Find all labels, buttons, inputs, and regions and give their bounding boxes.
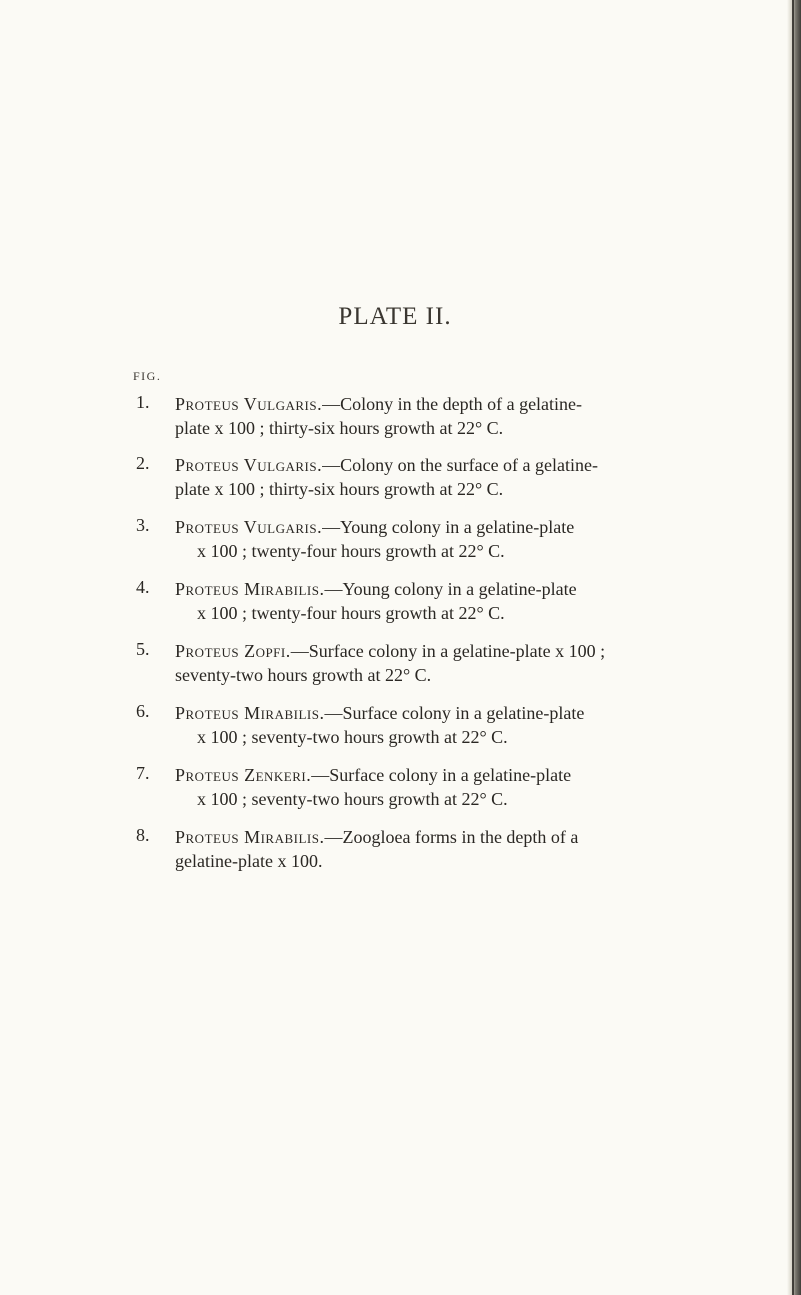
- caption-line-1: —Surface colony in a gelatine-plate x 100 ;: [290, 641, 606, 661]
- caption-line-1: —Colony on the surface of a gelatine-: [322, 455, 598, 475]
- figure-number: 2.: [136, 453, 150, 473]
- species-name: Proteus Vulgaris.: [175, 394, 323, 414]
- figure-number: 6.: [136, 701, 150, 721]
- caption-line-2: seventy-two hours growth at 22° C.: [175, 665, 432, 685]
- caption-line-1: —Young colony in a gelatine-plate: [324, 579, 577, 599]
- caption-line-2: x 100 ; twenty-four hours growth at 22° C.: [197, 541, 505, 561]
- species-name: Proteus Mirabilis.: [175, 579, 325, 599]
- figure-number: 7.: [136, 763, 150, 783]
- caption-line-2: gelatine-plate x 100.: [175, 851, 323, 871]
- figure-caption: [175, 701, 713, 749]
- figure-number: 8.: [136, 825, 150, 845]
- caption-line-2: x 100 ; twenty-four hours growth at 22° C.: [197, 603, 505, 623]
- fig-column-label: FIG.: [133, 369, 162, 383]
- caption-line-1: —Surface colony in a gelatine-plate: [311, 765, 572, 785]
- species-name: Proteus Zopfi.: [175, 641, 291, 661]
- figure-caption: [175, 577, 713, 625]
- figure-caption: [175, 392, 713, 440]
- species-name: Proteus Mirabilis.: [175, 703, 325, 723]
- species-name: Proteus Vulgaris.: [175, 455, 323, 475]
- caption-line-2: plate x 100 ; thirty-six hours growth at 22° C.: [175, 479, 504, 499]
- page-edge-shadow: [787, 0, 801, 1295]
- figure-number: 1.: [136, 392, 150, 412]
- figure-caption: [175, 763, 713, 811]
- page-edge-line: [792, 0, 794, 1295]
- species-name: Proteus Zenkeri.: [175, 765, 312, 785]
- caption-line-1: —Young colony in a gelatine-plate: [322, 517, 575, 537]
- caption-line-1: —Surface colony in a gelatine-plate: [324, 703, 585, 723]
- caption-line-2: x 100 ; seventy-two hours growth at 22° C.: [197, 789, 508, 809]
- species-name: Proteus Mirabilis.: [175, 827, 325, 847]
- figure-number: 4.: [136, 577, 150, 597]
- figure-number: 5.: [136, 639, 150, 659]
- figure-caption: [175, 453, 713, 501]
- figure-number: 3.: [136, 515, 150, 535]
- caption-line-2: x 100 ; seventy-two hours growth at 22° C.: [197, 727, 508, 747]
- figure-caption: [175, 515, 713, 563]
- caption-line-1: —Zoogloea forms in the depth of a: [324, 827, 579, 847]
- figure-caption: [175, 825, 713, 873]
- caption-line-2: plate x 100 ; thirty-six hours growth at 22° C.: [175, 418, 504, 438]
- plate-title: PLATE II.: [338, 303, 452, 330]
- species-name: Proteus Vulgaris.: [175, 517, 323, 537]
- caption-line-1: —Colony in the depth of a gelatine-: [322, 394, 583, 414]
- figure-caption: [175, 639, 713, 687]
